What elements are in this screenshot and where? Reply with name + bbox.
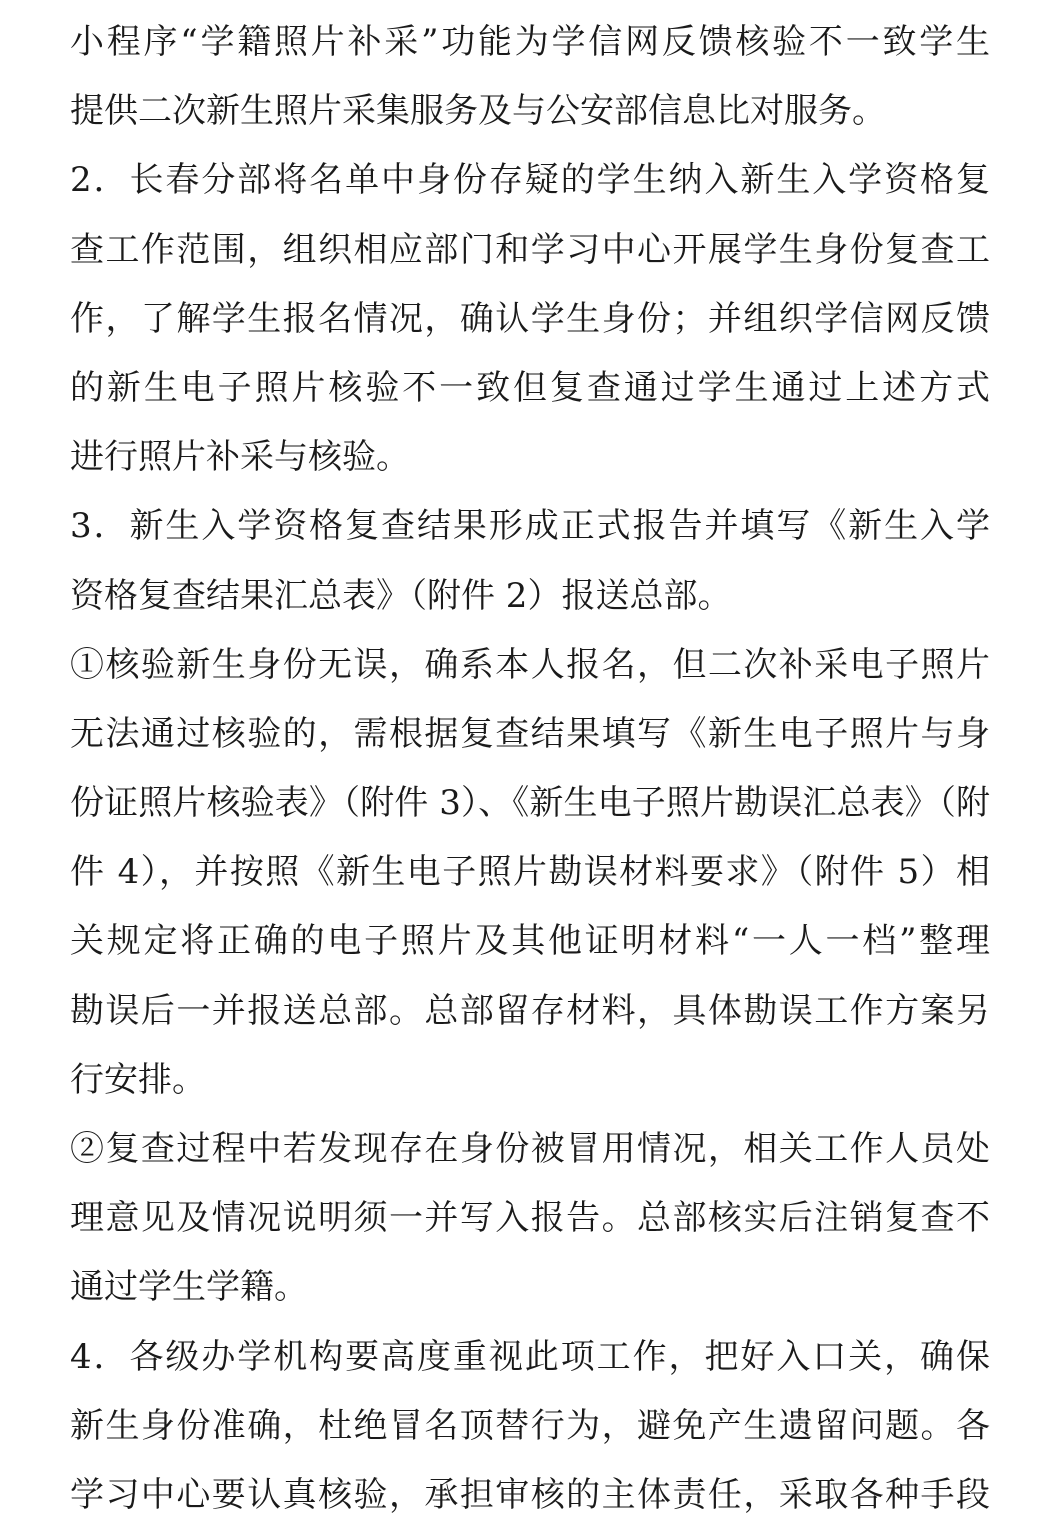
text-line: ②复查过程中若发现存在身份被冒用情况，相关工作人员处 bbox=[70, 1129, 990, 1169]
text-line: 勘误后一并报送总部。总部留存材料，具体勘误工作方案另 bbox=[70, 990, 990, 1031]
text-line: 资格复查结果汇总表》（附件 2）报送总部。 bbox=[70, 575, 732, 616]
text-line: 提供二次新生照片采集服务及与公安部信息比对服务。 bbox=[70, 91, 886, 132]
text-line: 件 4），并按照《新生电子照片勘误材料要求》（附件 5）相 bbox=[70, 852, 990, 893]
text-line: 查工作范围，组织相应部门和学习中心开展学生身份复查工 bbox=[70, 229, 990, 270]
text-line: 进行照片补采与核验。 bbox=[70, 437, 410, 478]
document-body bbox=[70, 8, 990, 1530]
text-line: ①核验新生身份无误，确系本人报名，但二次补采电子照片 bbox=[70, 644, 990, 685]
text-line: 小程序“学籍照片补采”功能为学信网反馈核验不一致学生 bbox=[70, 22, 990, 62]
text-line: 3．新生入学资格复查结果形成正式报告并填写《新生入学 bbox=[70, 506, 990, 547]
text-line: 行安排。 bbox=[70, 1059, 206, 1100]
text-line: 的新生电子照片核验不一致但复查通过学生通过上述方式 bbox=[70, 367, 990, 408]
text-line: 通过学生学籍。 bbox=[70, 1267, 308, 1308]
text-line: 2．长春分部将名单中身份存疑的学生纳入新生入学资格复 bbox=[70, 160, 990, 201]
text-line: 份证照片核验表》（附件 3）、《新生电子照片勘误汇总表》（附 bbox=[70, 783, 990, 824]
text-line: 新生身份准确，杜绝冒名顶替行为，避免产生遗留问题。各 bbox=[70, 1405, 990, 1446]
text-line: 无法通过核验的，需根据复查结果填写《新生电子照片与身 bbox=[70, 713, 990, 754]
text-line: 理意见及情况说明须一并写入报告。总部核实后注销复查不 bbox=[70, 1198, 990, 1239]
text-line: 关规定将正确的电子照片及其他证明材料“一人一档”整理 bbox=[70, 921, 990, 962]
text-line: 4．各级办学机构要高度重视此项工作，把好入口关，确保 bbox=[70, 1336, 990, 1377]
text-line: 作，了解学生报名情况，确认学生身份；并组织学信网反馈 bbox=[70, 298, 990, 339]
text-line: 学习中心要认真核验，承担审核的主体责任，采取各种手段 bbox=[70, 1474, 990, 1515]
